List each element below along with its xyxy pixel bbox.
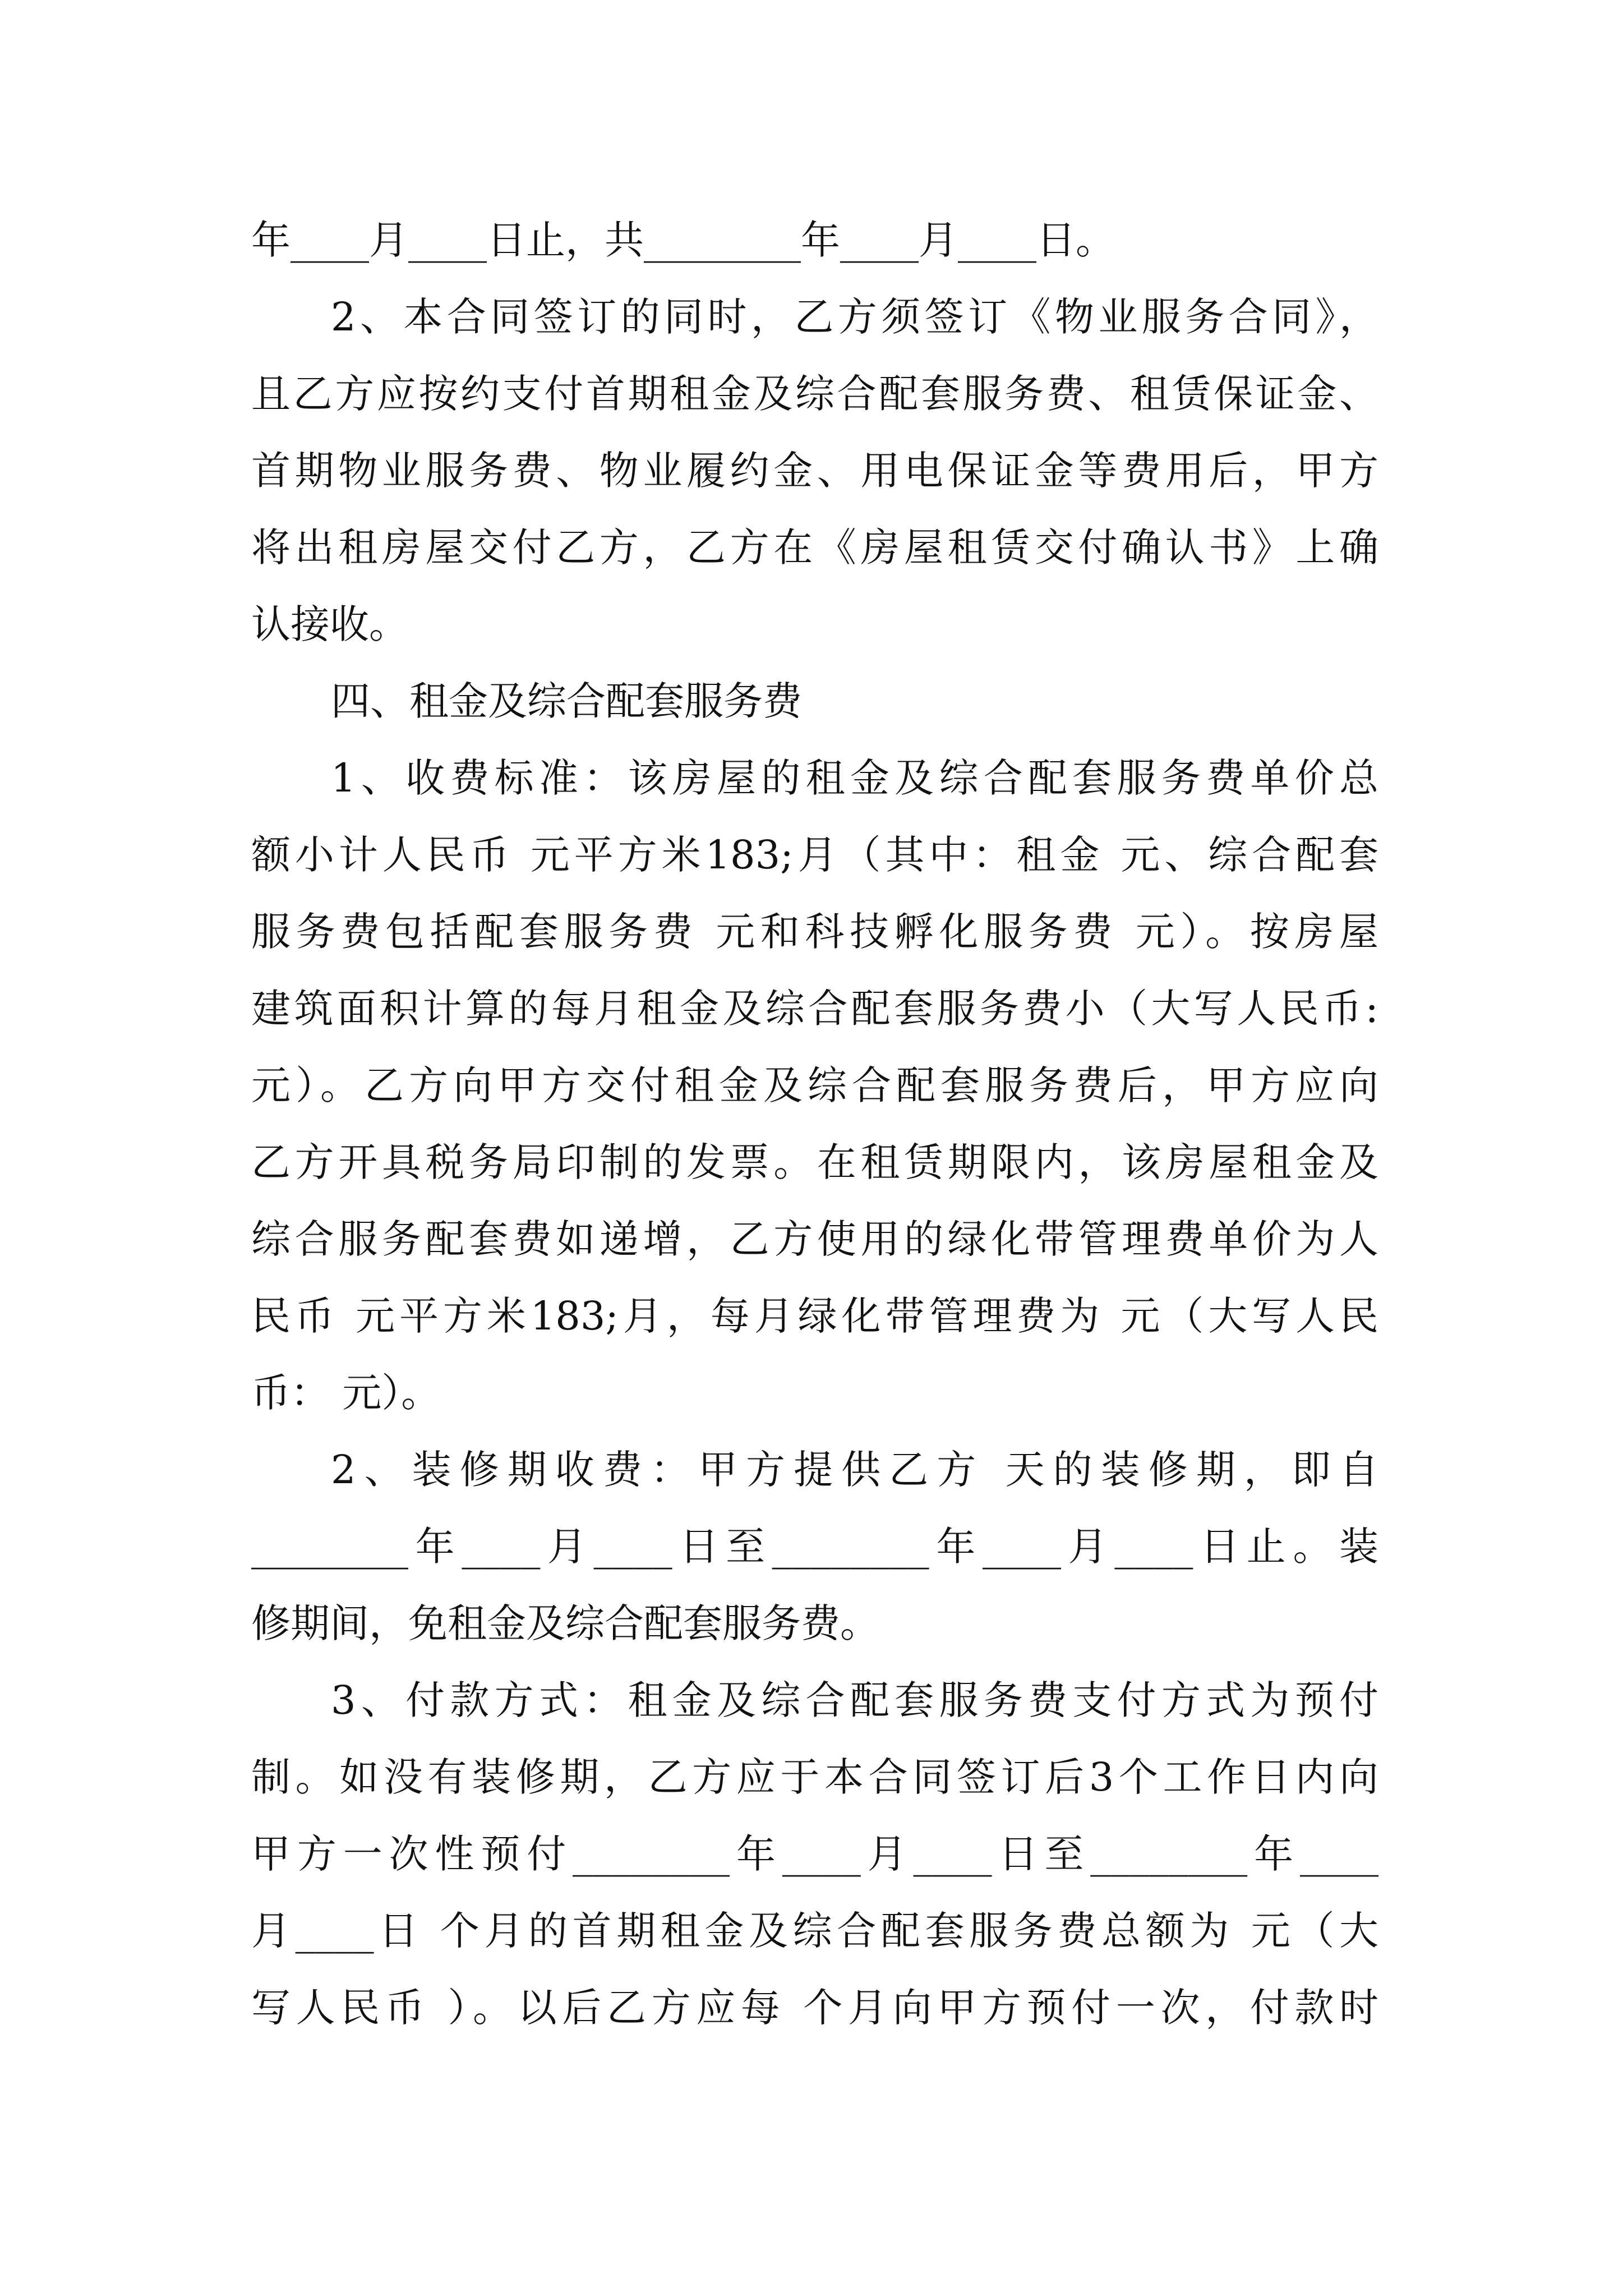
text-line: 月____日 个月的首期租金及综合配套服务费总额为 元（大 bbox=[251, 1908, 1378, 1954]
text-line: 乙方开具税务局印制的发票。在租赁期限内，该房屋租金及 bbox=[251, 1139, 1378, 1185]
text-line: 年____月____日止，共________年____月____日。 bbox=[251, 217, 1115, 263]
text-line: 1、收费标准：该房屋的租金及综合配套服务费单价总 bbox=[331, 755, 1378, 801]
text-line: 民币 元平方米183;月，每月绿化带管理费为 元（大写人民 bbox=[251, 1293, 1378, 1339]
text-line: 2、装修期收费：甲方提供乙方 天的装修期，即自 bbox=[331, 1447, 1378, 1493]
text-line: 3、付款方式：租金及综合配套服务费支付方式为预付 bbox=[331, 1677, 1378, 1723]
text-line: 综合服务配套费如递增，乙方使用的绿化带管理费单价为人 bbox=[251, 1216, 1378, 1262]
text-line: 元）。乙方向甲方交付租金及综合配套服务费后，甲方应向 bbox=[251, 1062, 1378, 1108]
text-line: 认接收。 bbox=[251, 601, 408, 647]
text-line: 首期物业服务费、物业履约金、用电保证金等费用后，甲方 bbox=[251, 448, 1378, 494]
text-line: 将出租房屋交付乙方，乙方在《房屋租赁交付确认书》上确 bbox=[251, 524, 1378, 570]
text-line: 修期间，免租金及综合配套服务费。 bbox=[251, 1600, 879, 1646]
text-line: 制。如没有装修期，乙方应于本合同签订后3个工作日内向 bbox=[251, 1754, 1378, 1800]
text-line: 2、本合同签订的同时，乙方须签订《物业服务合同》， bbox=[331, 294, 1378, 340]
text-line: ________年____月____日至________年____月____日止。装 bbox=[251, 1524, 1378, 1570]
section-heading: 四、租金及综合配套服务费 bbox=[331, 678, 802, 724]
text-line: 额小计人民币 元平方米183;月（其中：租金 元、综合配套 bbox=[251, 832, 1378, 878]
text-line: 建筑面积计算的每月租金及综合配套服务费小（大写人民币: bbox=[251, 986, 1378, 1032]
text-line: 服务费包括配套服务费 元和科技孵化服务费 元）。按房屋 bbox=[251, 909, 1378, 955]
text-line: 甲方一次性预付________年____月____日至________年____ bbox=[251, 1831, 1378, 1877]
text-line: 写人民币 ）。以后乙方应每 个月向甲方预付一次，付款时 bbox=[251, 1985, 1378, 2031]
text-line: 币： 元）。 bbox=[251, 1370, 441, 1416]
text-line: 且乙方应按约支付首期租金及综合配套服务费、租赁保证金、 bbox=[251, 371, 1378, 417]
